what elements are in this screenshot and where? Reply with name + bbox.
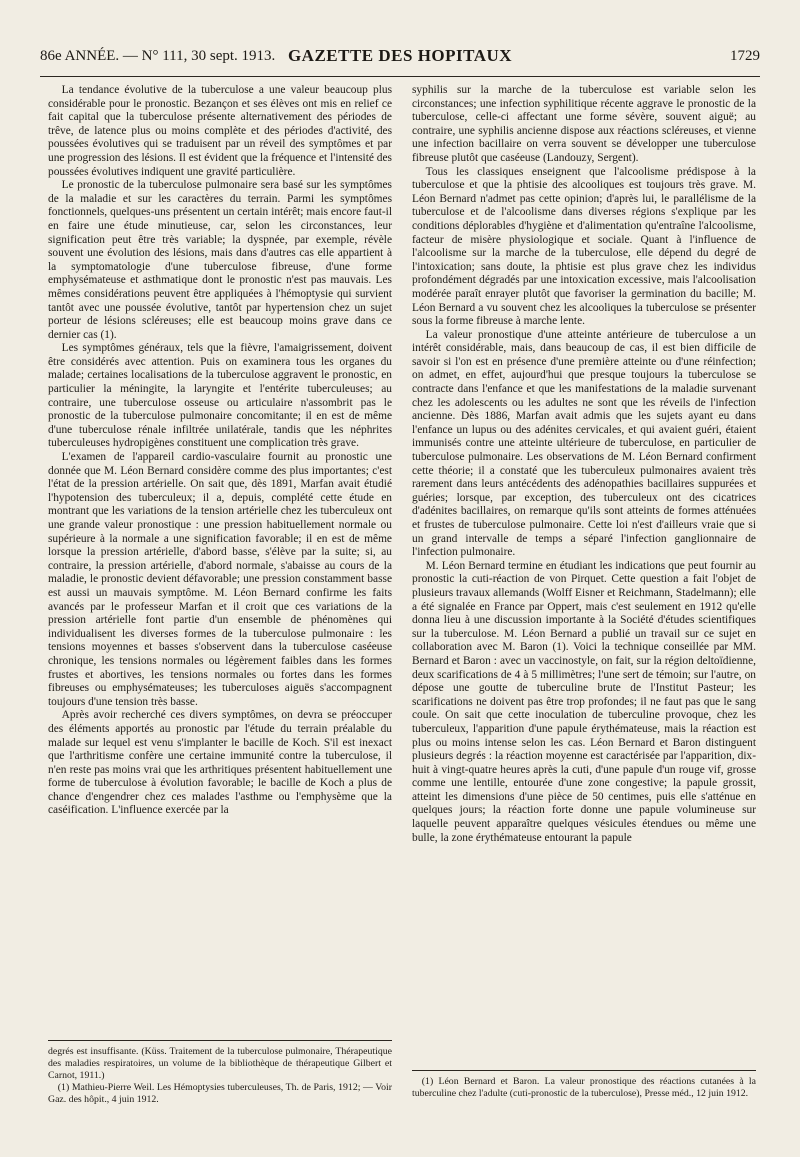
left-footnotes bbox=[48, 1046, 392, 1106]
journal-title: GAZETTE DES HOPITAUX bbox=[287, 46, 513, 65]
right-column bbox=[412, 84, 756, 845]
page-header bbox=[40, 40, 760, 77]
paragraph: La tendance évolutive de la tuberculose a une valeur beaucoup plus considérable pour le pronostic. Bezançon et ses élèves ont mis en relief ce fait capital que la tuberculose présente alternativement des périodes de trêve, de latence plus ou moins complète et des périodes d'activité, des poussées évolutives qui se traduisent par un réveil des symptômes et par une progression des lésions. Il est évident que la fréquence et l'intensité des poussées évolutives indiquent une gravité particulière. bbox=[48, 84, 392, 178]
footnote: (1) Mathieu-Pierre Weil. Les Hémoptysies tuberculeuses, Th. de Paris, 1912; — Voir Gaz. des hôpit., 4 juin 1912. bbox=[48, 1082, 392, 1105]
issue-line: 86e ANNÉE. — N° 111, 30 sept. 1913. bbox=[40, 48, 276, 64]
paragraph: M. Léon Bernard termine en étudiant les indications que peut fournir au pronostic la cuti-réaction de von Pirquet. Cette question a fait l'objet de plusieurs travaux allemands (Wolff Eisner et Reichmann, Stadelmann); elle a été signalée en France par Oppert, mais c'est seulement en 1912 qu'elle donna lieu à une discussion importante à la Société d'études scientifiques sur la tuberculose. M. Léon Bernard a publié un travail sur ce sujet en collaboration avec M. Baron (1). Voici la technique conseillée par MM. Bernard et Baron : avec un vaccinostyle, on fait, sur la région deltoïdienne, deux scarifications de 4 à 5 millimètres; l'une sert de témoin; sur l'autre, on dépose une goutte de tuberculine brute de l'Institut Pasteur; les scarifications ne doivent pas être trop profondes; il ne faut pas que le sang coule. On sait que cette inoculation de tuberculine provoque, chez les tuberculeux, l'apparition d'une papule érythémateuse, mais la réaction est plus ou moins intense selon les cas. Léon Bernard et Baron distinguent plusieurs degrés : la réaction moyenne est caractérisée par l'apparition, dix-huit à vingt-quatre heures après la cuti, d'une papule d'un rouge vif, grosse comme une lentille, entourée d'une zone congestive; la papule grossit, atteint les dimensions d'une pièce de 50 centimes, puis elle s'atténue en quelques jours; la réaction forte donne une papule volumineuse sur laquelle peuvent apparaître quelques vésicules étendues ou même une bulle, la zone érythémateuse entourant la papule bbox=[412, 559, 756, 844]
paragraph: Après avoir recherché ces divers symptômes, on devra se préoccuper des éléments apportés au pronostic par l'étude du terrain préalable du malade sur lequel est venu s'implanter le bacille de Koch. S'il est inexact que l'arthritisme confère une certaine immunité contre la tuberculose, il n'en reste pas moins vrai que les arthritiques présentent habituellement une forme de tuberculose à évolution favorable; le bacille de Koch a plus de chance d'engendrer chez ces malades l'asthme ou l'emphysème que la caséification. L'influence exercée par la bbox=[48, 709, 392, 817]
footnote-rule-right bbox=[412, 1070, 756, 1071]
footnote-rule-left bbox=[48, 1040, 392, 1041]
footnote: (1) Léon Bernard et Baron. La valeur pronostique des réactions cutanées à la tuberculine chez l'adulte (cuti-pronostic de la tuberculose), Presse méd., 12 juin 1912. bbox=[412, 1076, 756, 1099]
paragraph: L'examen de l'appareil cardio-vasculaire fournit au pronostic une donnée que M. Léon Bernard considère comme des plus importantes; c'est l'état de la pression artérielle. On sait que, dès 1891, Marfan avait étudié l'hypotension des tuberculeux; il a, depuis, complété cette étude en montrant que les variations de la tension artérielle chez les tuberculeux ont une grande valeur pronostique : une pression habituellement normale ou supérieure à la normale a une signification favorable; il en est de même lorsque la pression artérielle, d'abord basse, s'élève par la suite; si, au contraire, la pression artérielle, d'abord normale, s'abaisse au cours de la maladie, le pronostic devient défavorable; une pression constamment basse est aussi un mauvais symptôme. M. Léon Bernard confirme les faits avancés par le professeur Marfan et il croit que ces variations de la pression artérielle font partie d'un ensemble de phénomènes qui individualisent les diverses formes de la tuberculose pulmonaire : les tensions moyennes et basses s'observent dans la tuberculose caséeuse chronique, les tensions normales ou légèrement faibles dans les formes frustes et abortives, les tensions normales ou fortes dans les formes fibreuses ou emphysémateuses; les tuberculoses aiguës s'accompagnent toujours d'une tension très basse. bbox=[48, 451, 392, 708]
left-column bbox=[48, 84, 392, 818]
paragraph: Tous les classiques enseignent que l'alcoolisme prédispose à la tuberculose et que la phtisie des alcooliques est toujours très grave. M. Léon Bernard n'admet pas cette opinion; d'après lui, le parallélisme de la tuberculose et de l'alcoolisme dans diverses régions s'explique par les conditions déplorables d'hygiène et d'alimentation qu'entraîne l'alcoolisme, facteur de misère physiologique et sociale. Quant à l'influence de l'alcoolisme sur la marche de la tuberculose, elle dépend du degré de l'intoxication; sans doute, la phtisie est plus grave chez les individus profondément dégradés par une intoxication excessive, mais l'alcoolisation modérée paraît enrayer plutôt que favoriser la germination du bacille; M. Léon Bernard a vu souvent chez les alcooliques la tuberculose se présenter sous la forme fibreuse à marche lente. bbox=[412, 165, 756, 328]
footnote: degrés est insuffisante. (Küss. Traitement de la tuberculose pulmonaire, Thérapeutique des maladies respiratoires, un volume de la bibliothèque de thérapeutique Gilbert et Carnot, 1911.) bbox=[48, 1046, 392, 1081]
paragraph: Le pronostic de la tuberculose pulmonaire sera basé sur les symptômes de la maladie et sur les caractères du terrain. Parmi les symptômes fonctionnels, quelques-uns présentent un certain intérêt; mais encore faut-il en faire une étude minutieuse, car, selon les circonstances, leur signification peut être très variable; la dyspnée, par exemple, révèle souvent une évolution des lésions, mais dans d'autres cas elle appartient à la symptomatologie d'une tuberculose fibreuse, d'une forme emphysémateuse et asthmatique dont le pronostic n'est pas mauvais. Les mêmes considérations peuvent être appliquées à l'hémoptysie qui survient tantôt avec une poussée évolutive, tantôt par hypertension chez un sujet porteur de lésions scléreuses; elle est beaucoup moins grave dans ce dernier cas (1). bbox=[48, 179, 392, 341]
right-footnotes bbox=[412, 1076, 756, 1100]
paragraph: Les symptômes généraux, tels que la fièvre, l'amaigrissement, doivent être considérés avec attention. Puis on examinera tous les organes du malade; certaines localisations de la tuberculose aggravent le pronostic, en particulier la méningite, la laryngite et l'entérite tuberculeuses; au contraire, une tuberculose osseuse ou articulaire n'assombrit pas le pronostic de la tuberculose pulmonaire concomitante; il en est de même d'une tuberculose rénale infiltrée unilatérale, tandis que les néphrites tuberculeuses hydropigènes constituent une complication très grave. bbox=[48, 342, 392, 450]
paragraph: syphilis sur la marche de la tuberculose est variable selon les circonstances; une infection syphilitique récente aggrave le pronostic de la tuberculose, celle-ci affectant une forme sévère, souvent aiguë; au contraire, une syphilis ancienne dispose aux réactions scléreuses, et vienne une infection bacillaire on verra souvent se développer une tuberculose fibreuse plutôt que caséeuse (Landouzy, Sergent). bbox=[412, 84, 756, 164]
page-number: 1729 bbox=[730, 48, 760, 64]
paragraph: La valeur pronostique d'une atteinte antérieure de tuberculose a un intérêt considérable, mais, dans beaucoup de cas, il est bien difficile de savoir si l'on est en présence d'une première atteinte ou d'une réinfection; on admet, en effet, aujourd'hui que presque toujours la tuberculose se contracte dans l'enfance et que les manifestations de la maladie survenant chez les adolescents ou les adultes ne sont que les réveils de l'infection ancienne. Dès 1886, Marfan avait admis que les sujets ayant eu dans l'enfance un lupus ou des adénites cervicales, et qui avaient guéri, étaient immunisés contre une atteinte ultérieure de tuberculose, en particulier de tuberculose pulmonaire. Les observations de M. Léon Bernard confirment cette théorie; il a constaté que les tuberculeux pulmonaires avaient très rarement dans leurs antécédents des adénopathies bacillaires suppurées et guéries; lorsque, par exception, des tuberculeux ont des cicatrices d'adénites bacillaires, on remarque qu'ils sont atteints de formes atténuées et frustes de tuberculose pulmonaire. Cette loi n'est d'ailleurs vraie que si un grand intervalle de temps a séparé l'infection ganglionnaire de l'infection pulmonaire. bbox=[412, 328, 756, 559]
